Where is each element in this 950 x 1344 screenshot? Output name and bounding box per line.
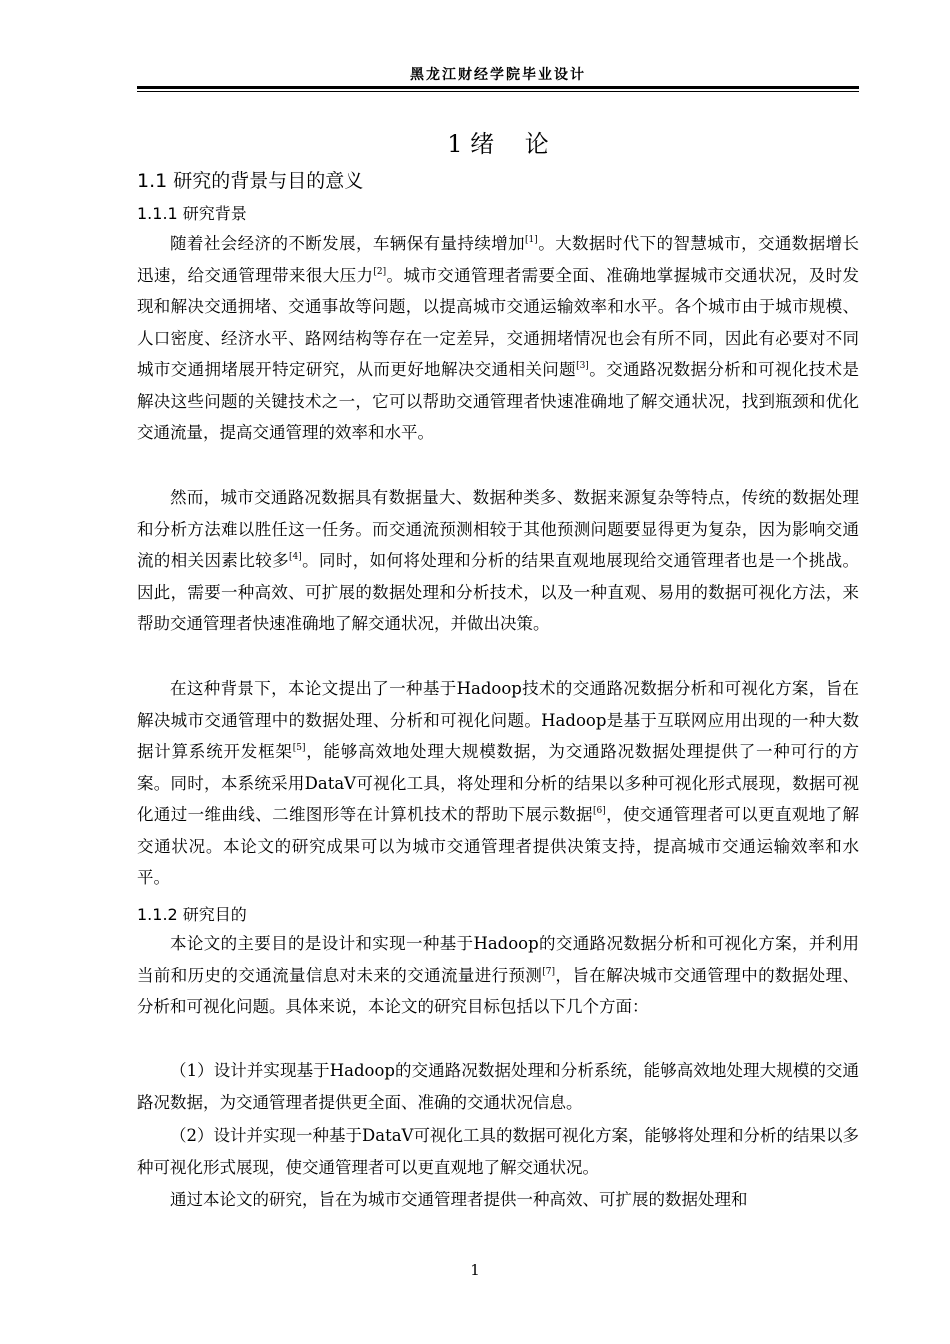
citation-marker: [4] xyxy=(288,552,302,562)
chapter-title: 1 绪 论 xyxy=(447,130,549,158)
paragraph-2: 然而，城市交通路况数据具有数据量大、数据种类多、数据来源复杂等特点，传统的数据处理和分析方法难以胜任这一任务。而交通流预测相较于其他预测问题要显得更为复杂，因为影响交通流的相关因素比较多[4]。同时，如何将处理和分析的结果直观地展现给交通管理者也是一个挑战。因此，需要一种高效、可扩展的数据处理和分析技术，以及一种直观、易用的数据可视化方法，来帮助交通管理者快速准确地了解交通状况，并做出决策。 xyxy=(137,488,860,633)
header-rule-thin xyxy=(137,91,859,92)
paragraph-4: 本论文的主要目的是设计和实现一种基于Hadoop的交通路况数据分析和可视化方案，并利用当前和历史的交通流量信息对未来的交通流量进行预测[7]，旨在解决城市交通管理中的数据处理、分析和可视化问题。具体来说，本论文的研究目标包括以下几个方面： xyxy=(137,934,860,1016)
paragraph-1: 随着社会经济的不断发展，车辆保有量持续增加[1]。大数据时代下的智慧城市，交通数据增长迅速，给交通管理带来很大压力[2]。城市交通管理者需要全面、准确地掌握城市交通状况，及时发现和解决交通拥堵、交通事故等问题，以提高城市交通运输效率和水平。各个城市由于城市规模、人口密度、经济水平、路网结构等存在一定差异，交通拥堵情况也会有所不同，因此有必要对不同城市交通拥堵展开特定研究，从而更好地解决交通相关问题[3]。交通路况数据分析和可视化技术是解决这些问题的关键技术之一，它可以帮助交通管理者快速准确地了解交通状况，找到瓶颈和优化交通流量，提高交通管理的效率和水平。 xyxy=(137,234,860,442)
citation-marker: [7] xyxy=(542,966,556,977)
paragraph-6: （2）设计并实现一种基于DataV可视化工具的数据可视化方案，能够将处理和分析的结果以多种可视化形式展现，使交通管理者可以更直观地了解交通状况。 xyxy=(137,1126,859,1177)
page-header: 黑龙江财经学院毕业设计 xyxy=(410,67,586,83)
subsection-title-purpose: 1.1.2 研究目的 xyxy=(137,905,247,924)
citation-marker: [3] xyxy=(576,361,589,371)
citation-marker: [2] xyxy=(373,266,387,277)
paragraph-7: 通过本论文的研究，旨在为城市交通管理者提供一种高效、可扩展的数据处理和 xyxy=(170,1190,748,1209)
section-title: 1.1 研究的背景与目的意义 xyxy=(137,170,364,192)
citation-marker: [5] xyxy=(292,743,306,753)
citation-marker: [1] xyxy=(525,235,538,245)
citation-marker: [6] xyxy=(592,806,606,816)
header-rule-thick xyxy=(137,86,859,89)
paragraph-5: （1）设计并实现基于Hadoop的交通路况数据处理和分析系统，能够高效地处理大规模的交通路况数据，为交通管理者提供更全面、准确的交通状况信息。 xyxy=(137,1061,859,1112)
subsection-title-background: 1.1.1 研究背景 xyxy=(137,204,247,223)
page-number: 1 xyxy=(470,1261,480,1279)
paragraph-3: 在这种背景下，本论文提出了一种基于Hadoop技术的交通路况数据分析和可视化方案，旨在解决城市交通管理中的数据处理、分析和可视化问题。Hadoop是基于互联网应用出现的一种大数据计算系统开发框架[5]，能够高效地处理大规模数据，为交通路况数据处理提供了一种可行的方案。同时，本系统采用DataV可视化工具，将处理和分析的结果以多种可视化形式展现，数据可视化通过一维曲线、二维图形等在计算机技术的帮助下展示数据[6]，使交通管理者可以更直观地了解交通状况。本论文的研究成果可以为城市交通管理者提供决策支持，提高城市交通运输效率和水平。 xyxy=(137,679,860,887)
